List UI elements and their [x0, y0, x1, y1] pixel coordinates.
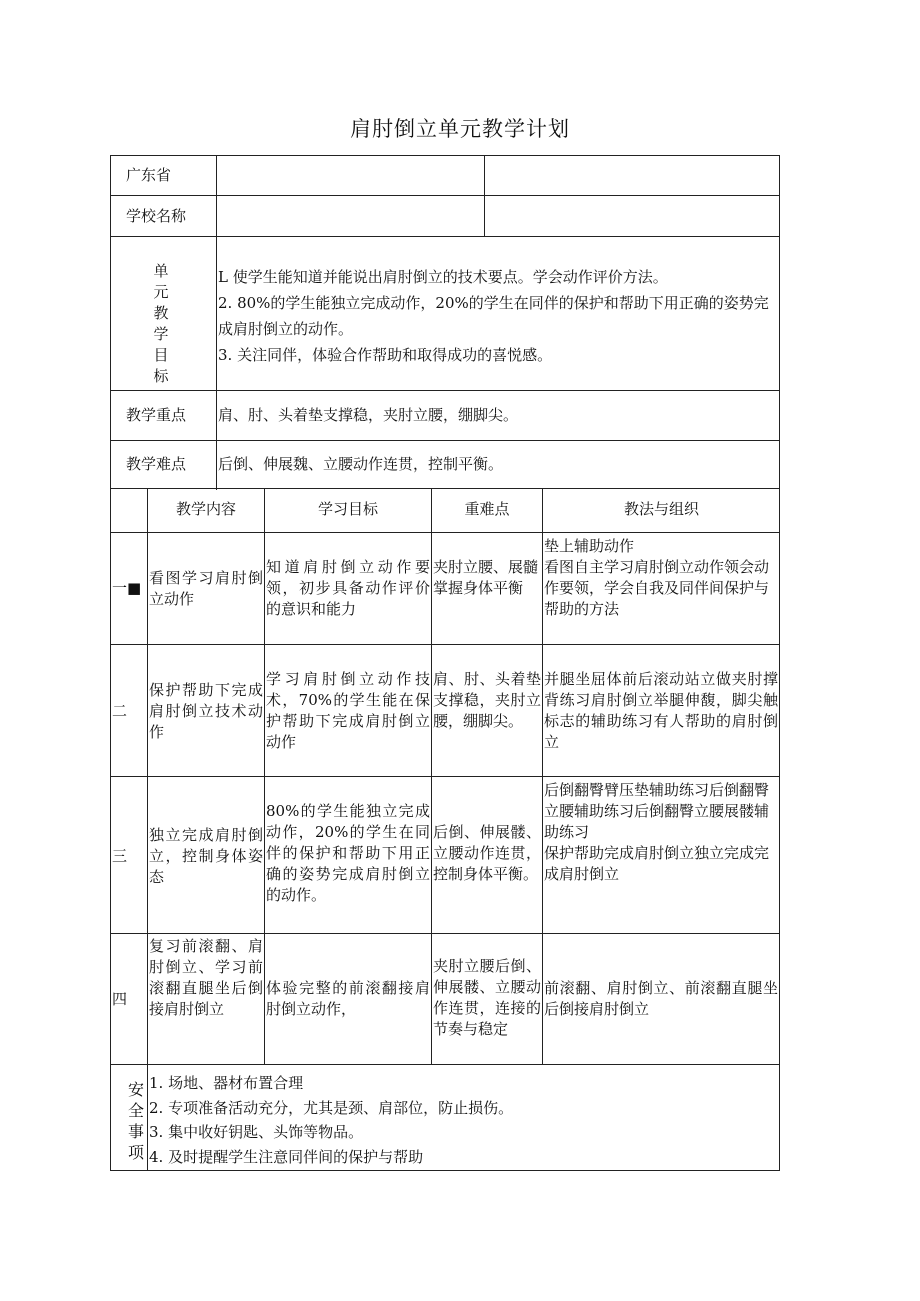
row-key: 后倒、伸展髅、立腰动作连贯，控制身体平衡。 — [433, 823, 541, 883]
row-content: 保护帮助下完成肩肘倒立技术动作 — [149, 681, 263, 741]
safety-item: 3. 集中收好钥匙、头饰等物品。 — [149, 1123, 364, 1141]
school-name-label: 学校名称 — [126, 207, 187, 225]
goal-item: 3. 关注同伴，体验合作帮助和取得成功的喜悦感。 — [218, 346, 553, 364]
row-number: 四 — [112, 990, 128, 1008]
difficulty-label: 教学难点 — [126, 455, 187, 473]
column-header-key: 重难点 — [464, 500, 510, 518]
document-title: 肩肘倒立单元教学计划 — [350, 117, 570, 141]
row-content: 独立完成肩肘倒立，控制身体姿态 — [149, 826, 263, 886]
column-header-goal: 学习目标 — [317, 500, 378, 518]
goals-label: 单 元 教 学 目 标 — [153, 262, 169, 385]
key-point-label: 教学重点 — [126, 406, 187, 424]
row-goal: 学习肩肘倒立动作技术，70%的学生能在保护帮助下完成肩肘倒立动作 — [266, 670, 430, 751]
goals-text — [218, 264, 776, 368]
row-method: 并腿坐屈体前后滚动站立做夹肘撑背练习肩肘倒立举腿伸馥，脚尖触标志的辅助练习有人帮助的肩肘倒立 — [544, 670, 778, 751]
safety-item: 2. 专项准备活动充分，尤其是颈、肩部位，防止损伤。 — [149, 1098, 514, 1117]
row-number: 三 — [112, 847, 128, 865]
row-goal: 知道肩肘倒立动作要领，初步具备动作评价的意识和能力 — [266, 558, 430, 618]
col-divider — [431, 488, 432, 1064]
row-divider — [110, 532, 780, 533]
row-key: 夹肘立腰后倒、伸展髅、立腰动作连贯，连接的节奏与稳定 — [433, 957, 541, 1038]
row-method: 垫上辅助动作 看图自主学习肩肘倒立动作领会动作要领，学会自我及同伴间保护与帮助的方法 — [544, 537, 770, 618]
col-divider — [542, 488, 543, 1064]
row-goal: 体验完整的前滚翻接肩肘倒立动作， — [266, 979, 430, 1018]
col-divider — [216, 155, 217, 490]
row-divider — [110, 933, 780, 934]
row-divider — [110, 390, 780, 391]
row-method: 前滚翻、肩肘倒立、前滚翻直腿坐后倒接肩肘倒立 — [544, 979, 778, 1018]
safety-text — [149, 1071, 769, 1169]
col-divider — [147, 488, 148, 1171]
safety-item: 4. 及时提醒学生注意同伴间的保护与帮助 — [149, 1147, 424, 1166]
row-divider — [110, 488, 780, 489]
safety-label: 安 全 事 项 — [127, 1080, 144, 1162]
row-number: 一■ — [112, 579, 142, 597]
column-header-method: 教法与组织 — [623, 500, 699, 518]
safety-item: 1. 场地、器材布置合理 — [149, 1074, 304, 1092]
row-divider — [110, 1064, 780, 1065]
row-key: 肩、肘、头着垫支撑稳，夹肘立腰，绷脚尖。 — [433, 670, 541, 730]
key-point-text: 肩、肘、头着垫支撑稳，夹肘立腰，绷脚尖。 — [218, 406, 519, 424]
row-divider — [110, 195, 780, 196]
col-divider — [264, 488, 265, 1064]
province-label: 广东省 — [126, 166, 172, 184]
row-method: 后倒翻臀臂压垫辅助练习后倒翻臀立腰辅助练习后倒翻臀立腰展髅辅助练习 保护帮助完成肩肘倒立独立完成完成肩肘倒立 — [544, 781, 770, 883]
row-divider — [110, 440, 780, 441]
row-divider — [110, 236, 780, 237]
row-key: 夹肘立腰、展髓 掌握身体平衡 — [433, 558, 539, 597]
row-content: 复习前滚翻、肩肘倒立、学习前滚翻直腿坐后倒接肩肘倒立 — [149, 937, 263, 1018]
row-content: 看图学习肩肘倒立动作 — [149, 569, 263, 608]
row-goal: 80%的学生能独立完成动作，20%的学生在同伴的保护和帮助下用正确的姿势完成肩肘倒立的动作。 — [266, 802, 430, 904]
col-divider — [484, 155, 485, 236]
goal-item: 2. 80%的学生能独立完成动作，20%的学生在同伴的保护和帮助下用正确的姿势完成肩肘倒立的动作。 — [218, 294, 769, 338]
row-number: 二 — [112, 702, 128, 720]
row-divider — [110, 776, 780, 777]
column-header-content: 教学内容 — [175, 500, 236, 518]
goal-item: L 使学生能知道并能说出肩肘倒立的技术要点。学会动作评价方法。 — [218, 268, 668, 286]
difficulty-text: 后倒、伸展魏、立腰动作连贯，控制平衡。 — [218, 455, 504, 473]
row-divider — [110, 644, 780, 645]
